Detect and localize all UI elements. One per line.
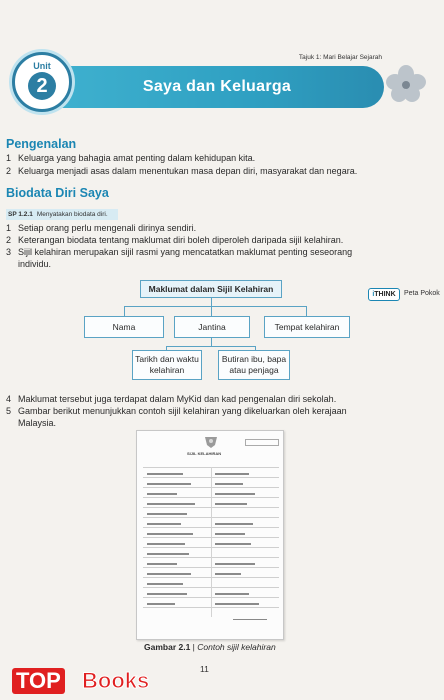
chapter-title: Saya dan Keluarga <box>142 78 292 95</box>
unit-label: Unit <box>33 61 51 71</box>
item-number: 1 <box>6 153 12 163</box>
signature-line <box>233 619 267 620</box>
topic-heading: Tajuk 1: Mari Belajar Sejarah <box>298 54 382 61</box>
item-text: Maklumat tersebut juga terdapat dalam MyKid dan kad pengenalan diri sekolah. <box>18 394 337 404</box>
item-number: 2 <box>6 166 12 176</box>
unit-badge <box>12 52 72 112</box>
page-number: 11 <box>200 664 209 674</box>
item-text: Gambar berikut menunjukkan contoh sijil kelahiran yang dikeluarkan oleh kerajaan <box>18 406 347 416</box>
certificate-title: SIJIL KELAHIRAN <box>187 451 222 456</box>
tree-node-tarikh-waktu: Tarikh dan waktu kelahiran <box>132 350 202 380</box>
learning-standard-tag <box>6 209 118 220</box>
item-text: Keluarga yang bahagia amat penting dalam kehidupan kita. <box>18 153 256 163</box>
cert-field-marks <box>145 469 277 617</box>
item-number: 2 <box>6 235 12 245</box>
item-text: Keluarga menjadi asas dalam menentukan masa depan diri, masyarakat dan negara. <box>18 166 358 176</box>
item-text: Setiap orang perlu mengenali dirinya sendiri. <box>18 223 197 233</box>
ithink-logo: iTHINK <box>368 288 400 301</box>
serial-box <box>245 439 279 446</box>
section-title-pengenalan: Pengenalan <box>6 137 77 151</box>
tree-root: Maklumat dalam Sijil Kelahiran <box>140 280 282 298</box>
chapter-banner <box>50 66 384 108</box>
tree-connector <box>211 306 212 316</box>
item-text: Sijil kelahiran merupakan sijil rasmi yang mencatatkan maklumat penting seseorang <box>18 247 353 257</box>
logo-top-text: TOP <box>12 668 65 694</box>
section-title-biodata: Biodata Diri Saya <box>6 186 109 200</box>
tree-node-nama: Nama <box>84 316 164 338</box>
birth-certificate-image <box>136 430 284 640</box>
item-number: 4 <box>6 394 12 404</box>
tree-node-butiran-ibu-bapa: Butiran ibu, bapa atau penjaga <box>218 350 290 380</box>
item-text-cont: individu. <box>18 259 52 269</box>
figure-caption: Gambar 2.1 | Contoh sijil kelahiran <box>144 642 276 652</box>
unit-number: 2 <box>28 72 56 100</box>
ithink-label <box>368 288 440 302</box>
tree-connector <box>124 306 125 316</box>
tree-connector <box>211 298 212 306</box>
tree-connector <box>166 346 256 347</box>
sp-text: Menyatakan biodata diri. <box>36 211 108 218</box>
item-text: Keterangan biodata tentang maklumat diri boleh diperoleh daripada sijil kelahiran. <box>18 235 344 245</box>
item-text-cont: Malaysia. <box>18 418 57 428</box>
sp-code: SP 1.2.1 <box>8 211 33 218</box>
item-number: 5 <box>6 406 12 416</box>
item-number: 1 <box>6 223 12 233</box>
tree-node-tempat-kelahiran: Tempat kelahiran <box>264 316 350 338</box>
tree-connector <box>306 306 307 316</box>
tree-connector <box>211 338 212 346</box>
item-number: 3 <box>6 247 12 257</box>
ithink-map-type: Peta Pokok <box>404 290 440 297</box>
coat-of-arms-icon <box>201 435 221 449</box>
tree-node-jantina: Jantina <box>174 316 250 338</box>
tree-connector <box>124 306 307 307</box>
topbooks-watermark-logo <box>12 666 184 700</box>
logo-books-text: Books <box>82 668 150 693</box>
hibiscus-icon <box>384 64 428 104</box>
